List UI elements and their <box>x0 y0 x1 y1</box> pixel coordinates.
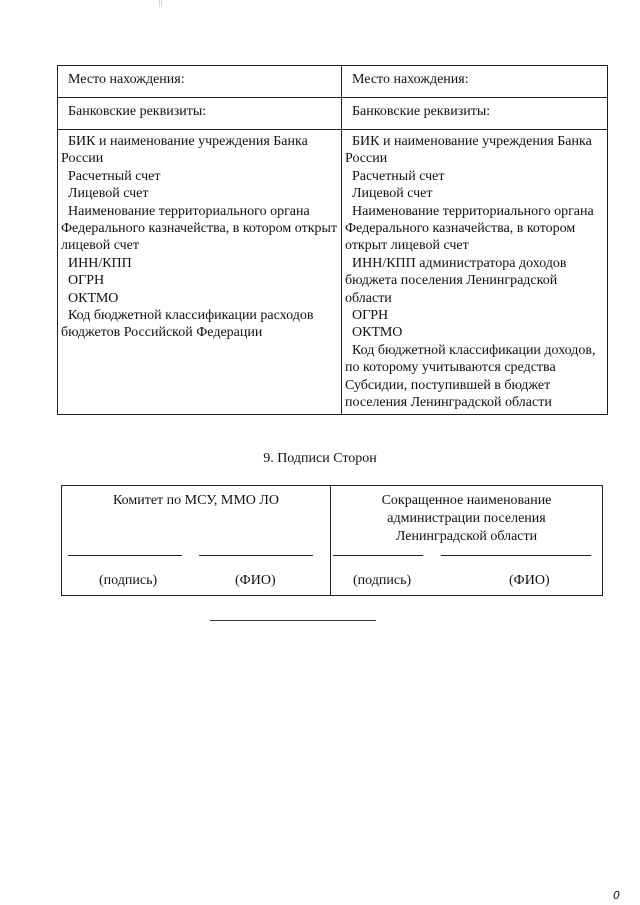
bank-cell-left <box>58 98 342 130</box>
signatures-table <box>61 485 603 596</box>
right-signature-caption: (подпись) <box>353 573 412 588</box>
left-name-caption: (ФИО) <box>235 573 276 588</box>
bank-label-left: Банковские реквизиты: <box>68 104 207 119</box>
signatures-section-title: 9. Подписи Сторон <box>263 451 377 466</box>
bank-label-right: Банковские реквизиты: <box>352 104 491 119</box>
signature-cell-left <box>62 486 331 596</box>
location-label-left: Место нахождения: <box>68 72 185 87</box>
location-cell-left <box>58 66 342 98</box>
location-row <box>58 66 608 98</box>
bank-row <box>58 98 608 130</box>
left-name-line <box>199 555 313 556</box>
page-number-mark: 0 <box>613 889 620 902</box>
location-label-right: Место нахождения: <box>352 72 469 87</box>
bank-details-row <box>58 130 608 415</box>
bank-cell-right <box>342 98 608 130</box>
right-line-treasury: Наименование территориального органа Федерального казначейства, в котором открыт лицевой счет <box>345 203 594 254</box>
right-line-oktmo: ОКТМО <box>352 325 403 341</box>
location-cell-right <box>342 66 608 98</box>
right-line-personal-account: Лицевой счет <box>352 186 433 202</box>
left-line-inn-kpp: ИНН/КПП <box>68 255 132 271</box>
left-line-ogrn: ОГРН <box>68 273 105 289</box>
left-line-treasury: Наименование территориального органа Федерального казначейства, в котором открыт лицевой счет <box>61 203 338 254</box>
right-party-name: Сокращенное наименование администрации поселения Ленинградской области <box>381 493 552 544</box>
right-line-settlement-account: Расчетный счет <box>352 168 445 184</box>
left-line-personal-account: Лицевой счет <box>68 186 149 202</box>
right-line-bik: БИК и наименование учреждения Банка России <box>345 134 592 167</box>
right-name-caption: (ФИО) <box>509 573 550 588</box>
right-signature-line <box>333 555 423 556</box>
bank-details-right <box>342 130 608 415</box>
right-line-inn-kpp: ИНН/КПП администратора доходов бюджета поселения Ленинградской области <box>345 255 567 306</box>
right-name-line <box>441 555 591 556</box>
signatures-row <box>62 486 603 596</box>
right-line-kbk: Код бюджетной классификации доходов, по которому учитываются средства Субсидии, поступившей в бюджет поселения Ленинградской области <box>345 342 596 411</box>
signature-cell-right <box>331 486 603 596</box>
requisites-table <box>57 65 608 415</box>
left-party-name: Комитет по МСУ, ММО ЛО <box>112 493 279 508</box>
bank-details-left <box>58 130 342 415</box>
left-line-settlement-account: Расчетный счет <box>68 168 161 184</box>
closing-rule <box>210 620 376 621</box>
right-line-ogrn: ОГРН <box>352 308 389 324</box>
left-signature-caption: (подпись) <box>99 573 158 588</box>
left-line-bik: БИК и наименование учреждения Банка России <box>61 134 308 167</box>
scan-artifact-mark: || <box>159 0 163 7</box>
left-line-kbk: Код бюджетной классификации расходов бюджетов Российской Федерации <box>61 308 314 341</box>
left-line-oktmo: ОКТМО <box>68 290 119 306</box>
left-signature-line <box>68 555 182 556</box>
